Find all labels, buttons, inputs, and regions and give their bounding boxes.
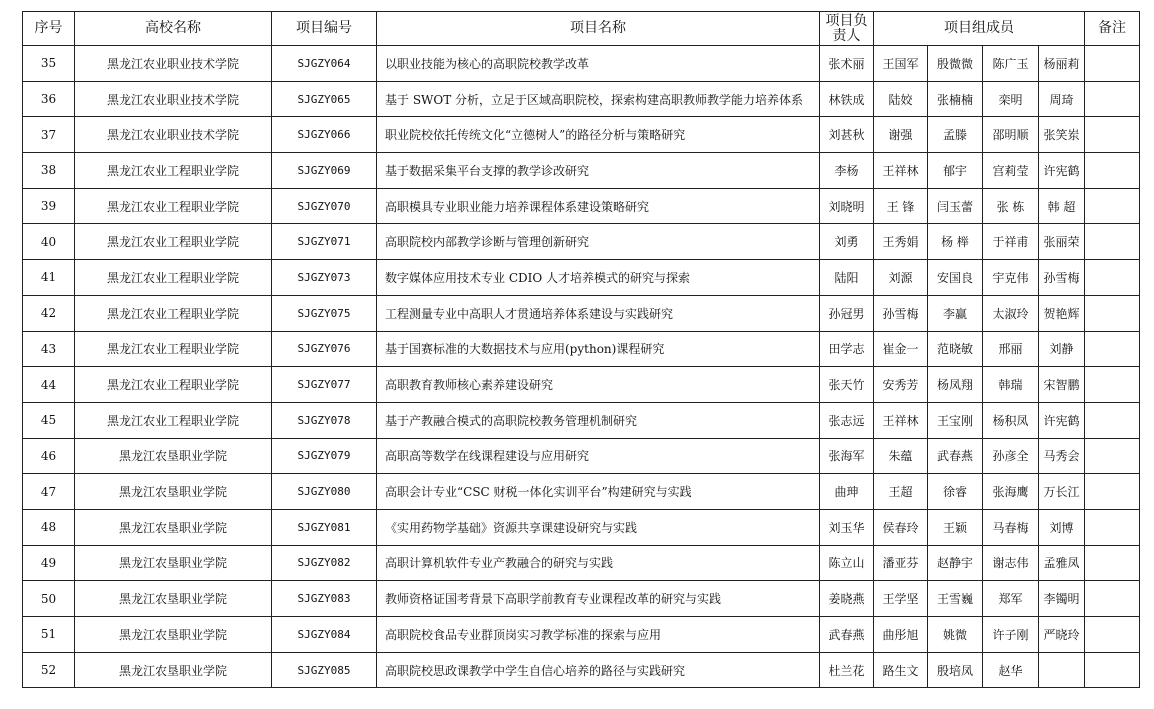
cell-school: 黑龙江农业工程职业学院 [75,367,272,403]
cell-no: 42 [23,295,75,331]
cell-member: 王学坚 [874,581,928,617]
header-leader-line1: 项目负 [825,12,868,29]
cell-no: 49 [23,545,75,581]
cell-leader: 陆阳 [820,260,874,296]
cell-remarks [1085,617,1140,653]
cell-member: 闫玉蕾 [928,188,983,224]
cell-member: 郑军 [983,581,1039,617]
cell-member: 范晓敏 [928,331,983,367]
cell-remarks [1085,331,1140,367]
cell-member: 谢强 [874,117,928,153]
table-row [23,81,1140,117]
cell-title: 高职模具专业职业能力培养课程体系建设策略研究 [377,188,820,224]
cell-member: 李赢 [928,295,983,331]
cell-member: 王祥林 [874,402,928,438]
header-members: 项目组成员 [874,12,1085,46]
cell-member: 万长江 [1039,474,1085,510]
cell-no: 37 [23,117,75,153]
cell-code: SJGZY070 [272,188,377,224]
cell-member: 宫莉莹 [983,153,1039,189]
cell-title: 教师资格证国考背景下高职学前教育专业课程改革的研究与实践 [377,581,820,617]
cell-code: SJGZY075 [272,295,377,331]
table-row [23,652,1140,688]
cell-school: 黑龙江农业职业技术学院 [75,117,272,153]
cell-no: 47 [23,474,75,510]
cell-remarks [1085,474,1140,510]
table-row [23,617,1140,653]
cell-title: 基于 SWOT 分析，立足于区域高职院校，探索构建高职教师教学能力培养体系 [377,81,820,117]
cell-member: 李镯明 [1039,581,1085,617]
table-row [23,438,1140,474]
cell-school: 黑龙江农垦职业学院 [75,545,272,581]
cell-code: SJGZY081 [272,509,377,545]
cell-no: 50 [23,581,75,617]
cell-member: 张楠楠 [928,81,983,117]
cell-no: 41 [23,260,75,296]
cell-remarks [1085,295,1140,331]
cell-member: 刘源 [874,260,928,296]
cell-member: 朱蕴 [874,438,928,474]
cell-code: SJGZY079 [272,438,377,474]
cell-member: 杨积凤 [983,402,1039,438]
cell-leader: 张天竹 [820,367,874,403]
cell-member: 马春梅 [983,509,1039,545]
cell-no: 43 [23,331,75,367]
cell-school: 黑龙江农业工程职业学院 [75,295,272,331]
cell-title: 高职院校内部教学诊断与管理创新研究 [377,224,820,260]
table-row [23,367,1140,403]
cell-member: 许宪鹤 [1039,402,1085,438]
cell-member: 崔金一 [874,331,928,367]
cell-no: 46 [23,438,75,474]
cell-member: 赵华 [983,652,1039,688]
cell-leader: 陈立山 [820,545,874,581]
cell-member: 安国良 [928,260,983,296]
cell-remarks [1085,188,1140,224]
cell-school: 黑龙江农垦职业学院 [75,438,272,474]
cell-title: 高职院校思政课教学中学生自信心培养的路径与实践研究 [377,652,820,688]
cell-no: 38 [23,153,75,189]
cell-remarks [1085,367,1140,403]
cell-member: 孙彦全 [983,438,1039,474]
cell-remarks [1085,260,1140,296]
cell-member: 杨 榉 [928,224,983,260]
cell-member: 宇克伟 [983,260,1039,296]
table-row [23,260,1140,296]
cell-member: 贺艳辉 [1039,295,1085,331]
cell-title: 高职院校食品专业群顶岗实习教学标准的探索与应用 [377,617,820,653]
cell-title: 以职业技能为核心的高职院校教学改革 [377,46,820,82]
cell-code: SJGZY064 [272,46,377,82]
cell-no: 44 [23,367,75,403]
table-row [23,474,1140,510]
cell-leader: 田学志 [820,331,874,367]
cell-member: 陈广玉 [983,46,1039,82]
table-row [23,188,1140,224]
cell-member: 郁宇 [928,153,983,189]
cell-member: 宋智鹏 [1039,367,1085,403]
cell-member: 栾明 [983,81,1039,117]
cell-title: 基于产教融合模式的高职院校教务管理机制研究 [377,402,820,438]
cell-remarks [1085,117,1140,153]
cell-title: 基于数据采集平台支撑的教学诊改研究 [377,153,820,189]
table-row [23,331,1140,367]
cell-member: 孟滕 [928,117,983,153]
cell-school: 黑龙江农业职业技术学院 [75,81,272,117]
cell-member: 赵静宇 [928,545,983,581]
cell-school: 黑龙江农垦职业学院 [75,581,272,617]
table-row [23,153,1140,189]
cell-remarks [1085,581,1140,617]
cell-member: 潘亚芬 [874,545,928,581]
cell-member: 许子刚 [983,617,1039,653]
cell-member: 许宪鹤 [1039,153,1085,189]
cell-leader: 林铁成 [820,81,874,117]
cell-member: 周琦 [1039,81,1085,117]
cell-member: 马秀会 [1039,438,1085,474]
table-row [23,117,1140,153]
cell-code: SJGZY076 [272,331,377,367]
cell-title: 数字媒体应用技术专业 CDIO 人才培养模式的研究与探索 [377,260,820,296]
cell-school: 黑龙江农业工程职业学院 [75,153,272,189]
table-header-row [23,12,1140,46]
cell-school: 黑龙江农业工程职业学院 [75,188,272,224]
cell-member: 孙雪梅 [874,295,928,331]
cell-school: 黑龙江农业工程职业学院 [75,224,272,260]
cell-school: 黑龙江农业工程职业学院 [75,402,272,438]
cell-member: 殷微微 [928,46,983,82]
cell-member: 孙雪梅 [1039,260,1085,296]
cell-member: 张海鹰 [983,474,1039,510]
table-row [23,295,1140,331]
cell-leader: 武春燕 [820,617,874,653]
header-remarks: 备注 [1085,12,1140,46]
cell-member: 邢丽 [983,331,1039,367]
cell-title: 高职会计专业“CSC 财税一体化实训平台”构建研究与实践 [377,474,820,510]
cell-title: 高职计算机软件专业产教融合的研究与实践 [377,545,820,581]
cell-member: 王雪巍 [928,581,983,617]
header-leader-line2: 责人 [832,27,861,44]
cell-code: SJGZY084 [272,617,377,653]
cell-title: 《实用药物学基础》资源共享课建设研究与实践 [377,509,820,545]
cell-leader: 姜晓燕 [820,581,874,617]
table-row [23,402,1140,438]
table-row [23,581,1140,617]
cell-code: SJGZY078 [272,402,377,438]
cell-code: SJGZY085 [272,652,377,688]
cell-school: 黑龙江农业工程职业学院 [75,260,272,296]
cell-school: 黑龙江农垦职业学院 [75,617,272,653]
header-school: 高校名称 [75,12,272,46]
cell-member: 于祥甫 [983,224,1039,260]
cell-code: SJGZY073 [272,260,377,296]
cell-code: SJGZY080 [272,474,377,510]
cell-member: 刘静 [1039,331,1085,367]
cell-leader: 刘晓明 [820,188,874,224]
cell-remarks [1085,81,1140,117]
cell-leader: 刘玉华 [820,509,874,545]
cell-leader: 刘甚秋 [820,117,874,153]
table-row [23,224,1140,260]
cell-remarks [1085,153,1140,189]
table-row [23,545,1140,581]
cell-remarks [1085,652,1140,688]
cell-remarks [1085,46,1140,82]
cell-member: 王国军 [874,46,928,82]
cell-member: 韩 超 [1039,188,1085,224]
cell-code: SJGZY071 [272,224,377,260]
cell-leader: 曲珅 [820,474,874,510]
cell-member: 王祥林 [874,153,928,189]
cell-title: 职业院校依托传统文化“立德树人”的路径分析与策略研究 [377,117,820,153]
cell-member: 路生文 [874,652,928,688]
cell-member: 杨丽莉 [1039,46,1085,82]
cell-school: 黑龙江农业工程职业学院 [75,331,272,367]
cell-member: 韩瑞 [983,367,1039,403]
cell-member: 殷培凤 [928,652,983,688]
project-table [22,11,1140,688]
cell-member: 陆姣 [874,81,928,117]
header-title: 项目名称 [377,12,820,46]
cell-code: SJGZY065 [272,81,377,117]
cell-no: 45 [23,402,75,438]
cell-member: 王颖 [928,509,983,545]
cell-code: SJGZY083 [272,581,377,617]
cell-member: 姚微 [928,617,983,653]
cell-member: 孟雅凤 [1039,545,1085,581]
cell-remarks [1085,545,1140,581]
header-code: 项目编号 [272,12,377,46]
cell-title: 高职高等数学在线课程建设与应用研究 [377,438,820,474]
table-row [23,509,1140,545]
cell-no: 52 [23,652,75,688]
cell-leader: 李杨 [820,153,874,189]
cell-leader: 孙冠男 [820,295,874,331]
cell-school: 黑龙江农业职业技术学院 [75,46,272,82]
cell-member: 张笑岽 [1039,117,1085,153]
cell-member: 王秀娟 [874,224,928,260]
table-row [23,46,1140,82]
cell-remarks [1085,402,1140,438]
cell-member: 武春燕 [928,438,983,474]
cell-member: 王宝刚 [928,402,983,438]
cell-member: 太淑玲 [983,295,1039,331]
cell-leader: 杜兰花 [820,652,874,688]
cell-title: 基于国赛标准的大数据技术与应用(python)课程研究 [377,331,820,367]
cell-member: 安秀芳 [874,367,928,403]
cell-member: 杨凤翔 [928,367,983,403]
header-leader [820,12,874,46]
cell-member: 徐睿 [928,474,983,510]
cell-remarks [1085,509,1140,545]
header-no: 序号 [23,12,75,46]
cell-member: 曲彤旭 [874,617,928,653]
cell-code: SJGZY082 [272,545,377,581]
cell-title: 工程测量专业中高职人才贯通培养体系建设与实践研究 [377,295,820,331]
cell-member: 刘博 [1039,509,1085,545]
cell-code: SJGZY069 [272,153,377,189]
cell-member: 张 栋 [983,188,1039,224]
cell-remarks [1085,224,1140,260]
cell-title: 高职教育教师核心素养建设研究 [377,367,820,403]
cell-member: 王 锋 [874,188,928,224]
cell-code: SJGZY066 [272,117,377,153]
cell-code: SJGZY077 [272,367,377,403]
cell-leader: 张志远 [820,402,874,438]
cell-no: 48 [23,509,75,545]
cell-member: 张丽荣 [1039,224,1085,260]
cell-no: 35 [23,46,75,82]
cell-remarks [1085,438,1140,474]
cell-member: 严晓玲 [1039,617,1085,653]
cell-no: 40 [23,224,75,260]
cell-leader: 张海军 [820,438,874,474]
cell-school: 黑龙江农垦职业学院 [75,652,272,688]
cell-no: 51 [23,617,75,653]
cell-member: 侯春玲 [874,509,928,545]
cell-school: 黑龙江农垦职业学院 [75,509,272,545]
cell-school: 黑龙江农垦职业学院 [75,474,272,510]
cell-member: 王超 [874,474,928,510]
cell-member: 谢志伟 [983,545,1039,581]
cell-member: 邵明顺 [983,117,1039,153]
cell-no: 36 [23,81,75,117]
cell-member [1039,652,1085,688]
cell-leader: 刘勇 [820,224,874,260]
cell-leader: 张术丽 [820,46,874,82]
cell-no: 39 [23,188,75,224]
